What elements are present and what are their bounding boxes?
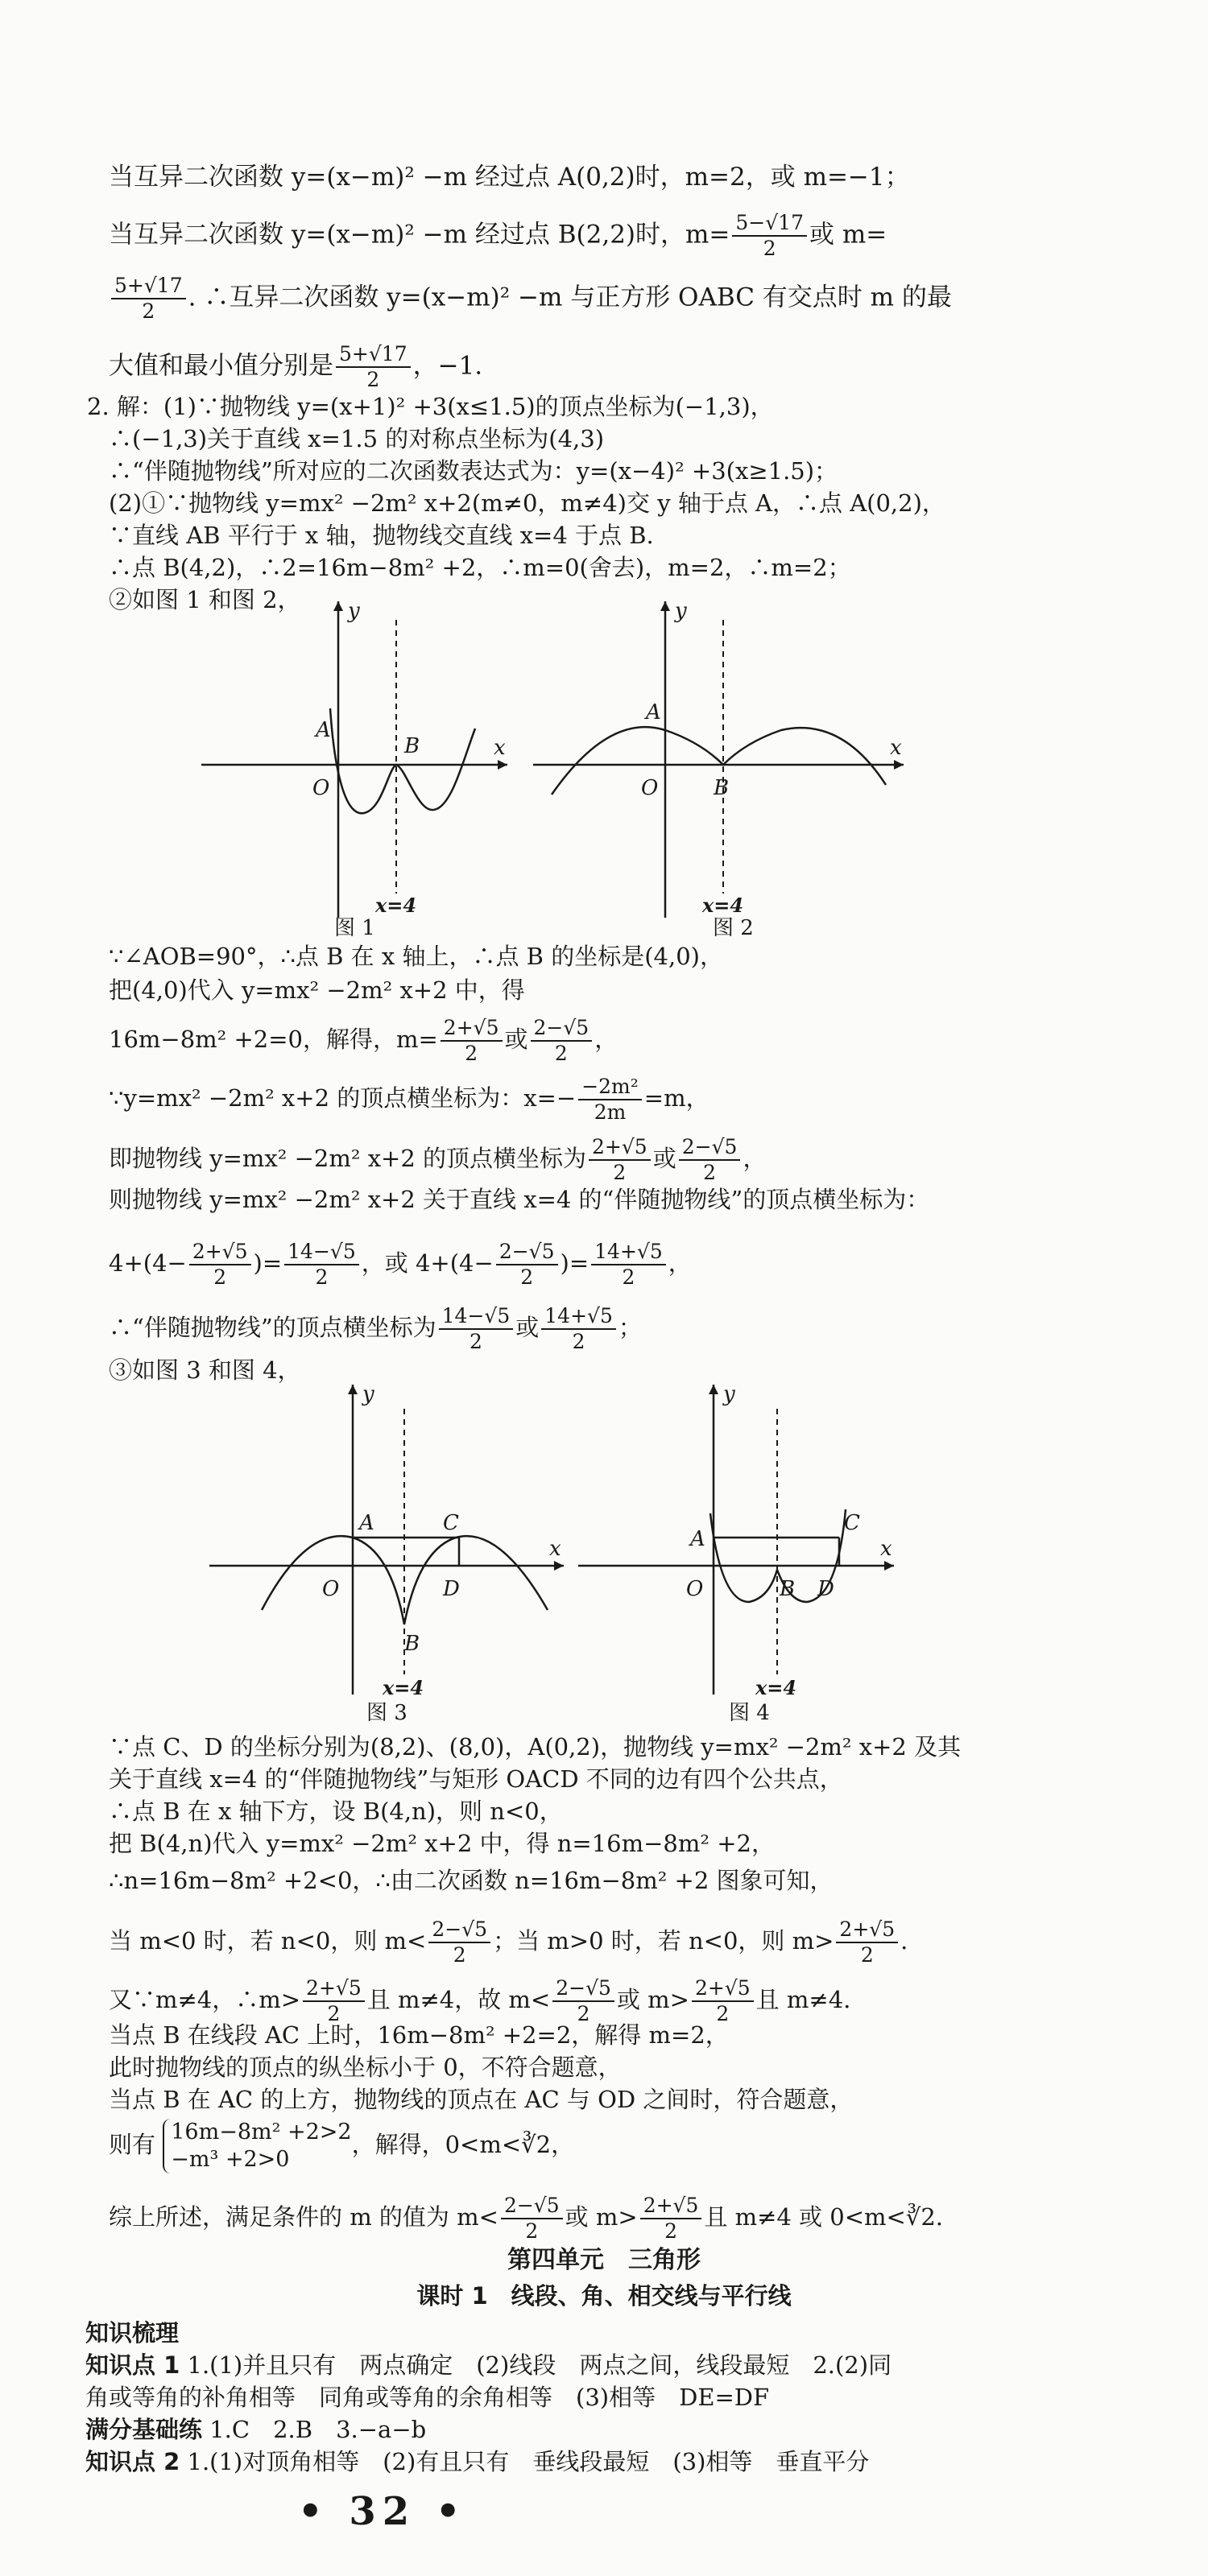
fraction-numerator: −2m² xyxy=(578,1075,642,1100)
fig2-x4-label: x=4 xyxy=(702,894,744,917)
part3-line-3: ∴点 B 在 x 轴下方，设 B(4,n)，则 n<0， xyxy=(109,1798,563,1825)
part3-line-6-b: ；当 m>0 时，若 n<0，则 m> xyxy=(493,1927,834,1955)
fig1-parabola xyxy=(330,708,475,813)
part2-line-5-end: ， xyxy=(743,1145,767,1172)
fig2-x-arrow xyxy=(894,760,904,770)
fraction xyxy=(496,1240,558,1290)
fig3-b-label: B xyxy=(404,1632,420,1656)
fig3-x4-label: x=4 xyxy=(383,1676,424,1699)
fraction xyxy=(732,211,807,261)
fraction-denominator: 2 xyxy=(763,237,776,260)
knowledge-point-1-text: 1.(1)并且只有 两点确定 (2)线段 两点之间，线段最短 2.(2)同 xyxy=(187,2351,892,2379)
fig3-x-arrow xyxy=(554,1561,564,1571)
fig4-x-label: x xyxy=(880,1537,892,1561)
part3-line-7-c: 或 m> xyxy=(616,1986,689,2013)
fraction xyxy=(189,1240,251,1290)
intro-line-3-text: . ∴互异二次函数 y=(x−m)² −m 与正方形 OABC 有交点时 m 的最 xyxy=(188,283,952,312)
part2-line-6: 则抛物线 y=mx² −2m² x+2 关于直线 x=4 的“伴随抛物线”的顶点横坐标为： xyxy=(109,1186,930,1213)
fraction-denominator: 2 xyxy=(572,1330,585,1353)
unit-title: 第四单元 三角形 xyxy=(507,2246,701,2274)
fraction xyxy=(428,1918,490,1967)
basic-practice-text: 1.C 2.B 3.−a−b xyxy=(209,2416,427,2443)
fraction-numerator: 2−√5 xyxy=(531,1016,593,1042)
q2-line-1: 2. 解：(1)∵抛物线 y=(x+1)² +3(x≤1.5)的顶点坐标为(−1,3)， xyxy=(87,393,774,420)
inequality-1: 16m−8m² +2>2 xyxy=(171,2120,352,2145)
part2-line-9: ③如图 3 和图 4， xyxy=(109,1356,301,1384)
intro-line-3 xyxy=(109,274,952,324)
basic-practice xyxy=(85,2413,426,2446)
part2-line-8 xyxy=(109,1304,642,1354)
fig4-x-arrow xyxy=(884,1561,894,1571)
fig3-companion-parabola xyxy=(404,1536,548,1624)
fraction-denominator: 2 xyxy=(860,1943,874,1967)
part2-line-5-or: 或 xyxy=(652,1145,676,1172)
fig4-parabola xyxy=(710,1513,777,1602)
part3-line-11-b: ，解得，0<m<∛2， xyxy=(351,2131,575,2158)
fraction xyxy=(501,2194,563,2244)
fig3-o-label: O xyxy=(322,1577,340,1601)
fraction xyxy=(336,342,411,392)
fraction-denominator: 2 xyxy=(554,1042,568,1065)
inequality-2: −m³ +2>0 xyxy=(171,2147,290,2172)
fig3-caption: 图 3 xyxy=(366,1701,407,1725)
part3-line-4: 把 B(4,n)代入 y=mx² −2m² x+2 中，得 n=16m−8m² +2， xyxy=(109,1830,775,1857)
fig3-d-label: D xyxy=(443,1577,460,1601)
fraction-denominator: 2 xyxy=(664,2219,677,2243)
part3-line-5: ∴n=16m−8m² +2<0，∴由二次函数 n=16m−8m² +2 图象可知， xyxy=(109,1867,834,1894)
part2-line-8-text: ∴“伴随抛物线”的顶点横坐标为 xyxy=(109,1314,436,1341)
fig4-caption: 图 4 xyxy=(729,1701,770,1725)
part2-line-3-text: 16m−8m² +2=0，解得，m= xyxy=(109,1026,438,1053)
fraction-denominator: 2 xyxy=(470,1330,482,1353)
knowledge-point-1-label: 知识点 1 xyxy=(85,2351,180,2379)
fraction xyxy=(640,2194,702,2244)
fraction xyxy=(441,1016,503,1066)
fraction-denominator: 2 xyxy=(622,1265,635,1289)
fraction-numerator: 2−√5 xyxy=(496,1240,558,1265)
part2-line-3 xyxy=(109,1016,618,1066)
fig2-x-label: x xyxy=(890,736,902,760)
knowledge-point-1 xyxy=(85,2349,892,2381)
part3-line-7-b: 且 m≠4，故 m< xyxy=(366,1986,551,2013)
fraction-denominator: 2 xyxy=(213,1265,227,1289)
fraction-numerator: 2−√5 xyxy=(552,1976,614,2002)
fig1-y-label: y xyxy=(348,599,360,623)
part3-line-8: 当点 B 在线段 AC 上时，16m−8m² +2=2，解得 m=2， xyxy=(109,2021,729,2049)
knowledge-point-1-cont: 角或等角的补角相等 同角或等角的余角相等 (3)相等 DE=DF xyxy=(85,2384,770,2411)
fraction xyxy=(284,1240,359,1290)
fig1-x4-label: x=4 xyxy=(375,894,417,917)
knowledge-point-2-label: 知识点 2 xyxy=(85,2448,180,2475)
fig4-a-label: A xyxy=(690,1527,705,1551)
fraction-denominator: 2 xyxy=(142,299,155,323)
fig2-b-label: B xyxy=(714,776,730,800)
fig3-y-label: y xyxy=(362,1382,374,1406)
fraction-numerator: 2+√5 xyxy=(640,2194,702,2219)
part3-line-6-c: . xyxy=(900,1927,908,1955)
part2-line-7 xyxy=(109,1240,692,1290)
part2-line-2: 把(4,0)代入 y=mx² −2m² x+2 中，得 xyxy=(109,976,525,1004)
part3-line-12-b: 或 m> xyxy=(565,2203,638,2231)
q2-line-5: ∵直线 AB 平行于 x 轴，抛物线交直线 x=4 于点 B. xyxy=(109,522,654,549)
fraction-numerator: 14−√5 xyxy=(284,1240,359,1265)
fraction-numerator: 14+√5 xyxy=(541,1304,616,1330)
fraction-numerator: 2+√5 xyxy=(303,1976,365,2002)
fig2-y-arrow xyxy=(660,601,670,611)
intro-line-2-text: 当互异二次函数 y=(x−m)² −m 经过点 B(2,2)时，m= xyxy=(109,220,730,250)
part2-line-7-c: ，或 4+(4− xyxy=(361,1249,494,1277)
part2-line-3-end: ， xyxy=(594,1026,618,1053)
fraction xyxy=(679,1135,741,1185)
fraction-numerator: 2+√5 xyxy=(189,1240,251,1265)
intro-line-4-tail: ，−1. xyxy=(412,351,483,381)
intro-line-2 xyxy=(109,211,887,261)
figures-1-2 xyxy=(185,584,958,938)
fraction xyxy=(439,1304,514,1354)
fraction-numerator: 2+√5 xyxy=(692,1976,754,2002)
intro-line-4-text: 大值和最小值分别是 xyxy=(109,351,333,381)
fraction-denominator: 2 xyxy=(327,2002,341,2025)
fig2-o-label: O xyxy=(641,776,659,800)
fraction xyxy=(111,274,186,324)
part2-line-8-end: ； xyxy=(618,1314,642,1341)
part2-line-8-or: 或 xyxy=(515,1314,540,1341)
part3-line-7-d: 且 m≠4. xyxy=(755,1986,851,2013)
intro-line-2-tail: 或 m= xyxy=(809,220,887,250)
fig4-c-label: C xyxy=(844,1511,860,1535)
fraction-numerator: 14+√5 xyxy=(591,1240,666,1265)
fraction-numerator: 5−√17 xyxy=(732,211,807,237)
fig1-caption: 图 1 xyxy=(334,916,375,938)
part2-line-5-text: 即抛物线 y=mx² −2m² x+2 的顶点横坐标为 xyxy=(109,1145,587,1172)
fraction-denominator: 2 xyxy=(703,1161,717,1184)
fig1-a-label: A xyxy=(316,718,331,742)
part2-line-7-a: 4+(4− xyxy=(109,1249,187,1277)
fig4-x4-label: x=4 xyxy=(755,1676,797,1699)
q2-line-2: ∴(−1,3)关于直线 x=1.5 的对称点坐标为(4,3) xyxy=(109,425,605,452)
fraction-denominator: 2 xyxy=(613,1161,627,1184)
fig4-y-arrow xyxy=(709,1385,718,1394)
part2-line-7-d: )= xyxy=(560,1249,590,1277)
fraction-numerator: 2+√5 xyxy=(836,1918,898,1943)
fraction-denominator: 2 xyxy=(366,368,380,391)
part3-line-1: ∵点 C、D 的坐标分别为(8,2)、(8,0)，A(0,2)，抛物线 y=mx² −2m² x+2 及其 xyxy=(109,1733,962,1761)
fig4-b-label: B xyxy=(780,1577,796,1601)
part3-line-12 xyxy=(109,2194,943,2244)
fraction xyxy=(541,1304,616,1354)
fraction xyxy=(531,1016,593,1066)
fig3-x-label: x xyxy=(549,1537,561,1561)
fraction-numerator: 14−√5 xyxy=(439,1304,514,1330)
part2-line-7-b: )= xyxy=(253,1249,283,1277)
fraction-denominator: 2 xyxy=(315,1265,329,1289)
fig3-c-label: C xyxy=(443,1511,459,1535)
knowledge-point-2 xyxy=(85,2446,869,2478)
fraction-numerator: 5+√17 xyxy=(111,274,186,299)
part3-line-11 xyxy=(109,2119,574,2174)
fraction xyxy=(589,1135,651,1185)
fig2-parabola-right xyxy=(723,728,886,785)
part3-line-12-a: 综上所述，满足条件的 m 的值为 m< xyxy=(109,2203,499,2231)
basic-practice-label: 满分基础练 xyxy=(85,2416,203,2443)
fraction-numerator: 2−√5 xyxy=(428,1918,490,1943)
q2-line-7: ②如图 1 和图 2， xyxy=(109,586,301,613)
part3-line-12-c: 且 m≠4 或 0<m<∛2. xyxy=(704,2203,943,2231)
fraction-numerator: 2+√5 xyxy=(589,1135,651,1161)
part3-line-6-a: 当 m<0 时，若 n<0，则 m< xyxy=(109,1927,427,1955)
part3-line-7-a: 又∵m≠4，∴m> xyxy=(109,1986,301,2013)
fraction-denominator: 2m xyxy=(594,1100,627,1124)
part2-line-4 xyxy=(109,1075,709,1125)
fig2-a-label: A xyxy=(646,700,661,724)
q2-line-3: ∴“伴随抛物线”所对应的二次函数表达式为：y=(x−4)² +3(x≥1.5)； xyxy=(109,457,838,485)
part3-line-6 xyxy=(109,1918,908,1967)
fig2-y-label: y xyxy=(675,599,687,623)
fraction-denominator: 2 xyxy=(465,1042,478,1065)
part3-line-9: 此时抛物线的顶点的纵坐标小于 0，不符合题意， xyxy=(109,2054,622,2081)
fig1-y-arrow xyxy=(333,601,343,611)
fraction xyxy=(578,1075,642,1125)
fraction-numerator: 2−√5 xyxy=(679,1135,741,1161)
fraction-numerator: 2−√5 xyxy=(501,2194,563,2219)
part2-line-4-tail: =m， xyxy=(643,1084,709,1112)
part3-line-11-a: 则有 xyxy=(109,2131,156,2158)
fraction xyxy=(836,1918,898,1967)
part2-line-1: ∵∠AOB=90°，∴点 B 在 x 轴上，∴点 B 的坐标是(4,0)， xyxy=(109,943,723,970)
fig3-a-label: A xyxy=(359,1511,374,1535)
inequality-system xyxy=(163,2119,351,2174)
figures-3-4 xyxy=(201,1368,926,1731)
fig1-x-label: x xyxy=(494,736,506,760)
fig3-y-arrow xyxy=(348,1385,358,1394)
page-number: • 32 • xyxy=(298,2489,467,2534)
fraction-numerator: 5+√17 xyxy=(336,342,411,368)
q2-line-4: (2)①∵抛物线 y=mx² −2m² x+2(m≠0，m≠4)交 y 轴于点 A，∴点 A(0,2)， xyxy=(109,489,945,517)
part3-line-2: 关于直线 x=4 的“伴随抛物线”与矩形 OACD 不同的边有四个公共点， xyxy=(109,1765,843,1793)
lesson-title: 课时 1 线段、角、相交线与平行线 xyxy=(416,2282,792,2310)
part2-line-3-or: 或 xyxy=(504,1026,528,1053)
fig1-o-label: O xyxy=(312,776,330,800)
part2-line-7-e: ， xyxy=(668,1249,692,1277)
fraction xyxy=(591,1240,666,1290)
fig1-x-arrow xyxy=(498,760,507,770)
fig4-y-label: y xyxy=(723,1382,735,1406)
fraction-numerator: 2+√5 xyxy=(441,1016,503,1042)
part2-line-4-text: ∵y=mx² −2m² x+2 的顶点横坐标为：x=− xyxy=(109,1084,577,1112)
fig1-b-label: B xyxy=(404,734,420,758)
part3-line-10: 当点 B 在 AC 的上方，抛物线的顶点在 AC 与 OD 之间时，符合题意， xyxy=(109,2086,854,2113)
fraction-denominator: 2 xyxy=(525,2219,539,2243)
fraction-denominator: 2 xyxy=(716,2002,730,2025)
intro-line-1: 当互异二次函数 y=(x−m)² −m 经过点 A(0,2)时，m=2，或 m=−1； xyxy=(109,163,910,192)
part2-line-5 xyxy=(109,1135,766,1185)
fraction-denominator: 2 xyxy=(453,1943,466,1967)
intro-line-4 xyxy=(109,342,482,392)
fig4-d-label: D xyxy=(817,1577,834,1601)
fig4-o-label: O xyxy=(686,1577,704,1601)
fig2-caption: 图 2 xyxy=(713,916,754,938)
fraction-denominator: 2 xyxy=(577,2002,590,2025)
fraction-denominator: 2 xyxy=(520,1265,534,1289)
knowledge-point-2-text: 1.(1)对顶角相等 (2)有且只有 垂线段最短 (3)相等 垂直平分 xyxy=(187,2448,870,2475)
knowledge-heading: 知识梳理 xyxy=(85,2319,180,2347)
fig2-parabola-left xyxy=(552,727,723,795)
q2-line-6: ∴点 B(4,2)，∴2=16m−8m² +2，∴m=0(舍去)，m=2，∴m=2； xyxy=(109,554,851,581)
